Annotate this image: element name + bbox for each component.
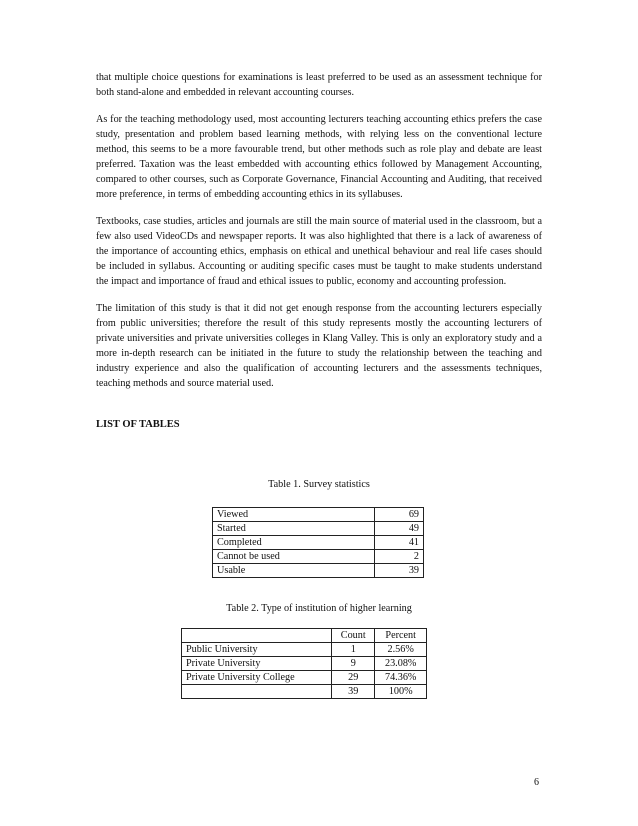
table-cell: 41 [375, 536, 424, 550]
table-cell: 2 [375, 550, 424, 564]
table-row [182, 643, 427, 657]
table-header-cell: Percent [375, 629, 427, 643]
paragraph-1: that multiple choice questions for examinations is least preferred to be used as an assessment technique for both stand-alone and embedded in relevant accounting courses. [96, 72, 542, 98]
table-cell: Started [213, 522, 375, 536]
table-row [213, 536, 424, 550]
paragraph-2: As for the teaching methodology used, most accounting lecturers teaching accounting ethics prefers the case study, presentation and problem based learning methods, with relying less on the conventional lecture method, this seems to be a more favourable trend, but other methods such as role play and debate are least preferred. Taxation was the least embedded with accounting ethics followed by Management Accounting, compared to other courses, such as Corporate Governance, Financial Accounting and Auditing, that received more preference, in terms of embedding accounting ethics in its syllabuses. [96, 114, 542, 200]
table-cell: 29 [332, 671, 375, 685]
table-header-cell [182, 629, 332, 643]
institution-type-table [181, 628, 427, 699]
table-cell: Viewed [213, 508, 375, 522]
table-cell: Cannot be used [213, 550, 375, 564]
table-cell: 39 [332, 685, 375, 699]
table-cell: 9 [332, 657, 375, 671]
table-cell: 69 [375, 508, 424, 522]
table-cell: 1 [332, 643, 375, 657]
table-cell: Public University [182, 643, 332, 657]
table2-caption: Table 2. Type of institution of higher learning [226, 603, 412, 614]
page-number: 6 [534, 777, 539, 788]
table-header-row [182, 629, 427, 643]
table-cell: Completed [213, 536, 375, 550]
paragraph-4: The limitation of this study is that it did not get enough response from the accounting lecturers especially from public universities; therefore the result of this study represents mostly the accounting lecturers of private universities and private universities colleges in Klang Valley. This is only an exploratory study and a more in-depth research can be initiated in the future to study the relationship between the teaching and industry experience and also the qualification of accounting lecturers and the assessments techniques, teaching methods and source material used. [96, 303, 542, 389]
paragraph-3: Textbooks, case studies, articles and journals are still the main source of material used in the classroom, but a few also used VideoCDs and newspaper reports. It was also highlighted that there is a lack of awareness of the importance of accounting ethics, emphasis on ethical and unethical behaviour and real life cases should be included in syllabus. Accounting or auditing specific cases must be taught to make students understand the impact and importance of fraud and ethical issues to public, economy and accounting profession. [96, 216, 542, 287]
table-cell [182, 685, 332, 699]
table-row [213, 550, 424, 564]
table-row [182, 657, 427, 671]
table-total-row [182, 685, 427, 699]
table-cell: 2.56% [375, 643, 427, 657]
table-cell: 23.08% [375, 657, 427, 671]
survey-statistics-table [212, 507, 424, 578]
table-row [213, 564, 424, 578]
section-title: LIST OF TABLES [96, 419, 180, 430]
table-cell: 39 [375, 564, 424, 578]
table-header-cell: Count [332, 629, 375, 643]
table-row [213, 522, 424, 536]
table-cell: 49 [375, 522, 424, 536]
table-row [182, 671, 427, 685]
page-body [96, 70, 542, 442]
table-cell: Usable [213, 564, 375, 578]
table-cell: 74.36% [375, 671, 427, 685]
table-cell: Private University [182, 657, 332, 671]
table-cell: 100% [375, 685, 427, 699]
table-cell: Private University College [182, 671, 332, 685]
table-row [213, 508, 424, 522]
table1-caption: Table 1. Survey statistics [268, 479, 370, 490]
